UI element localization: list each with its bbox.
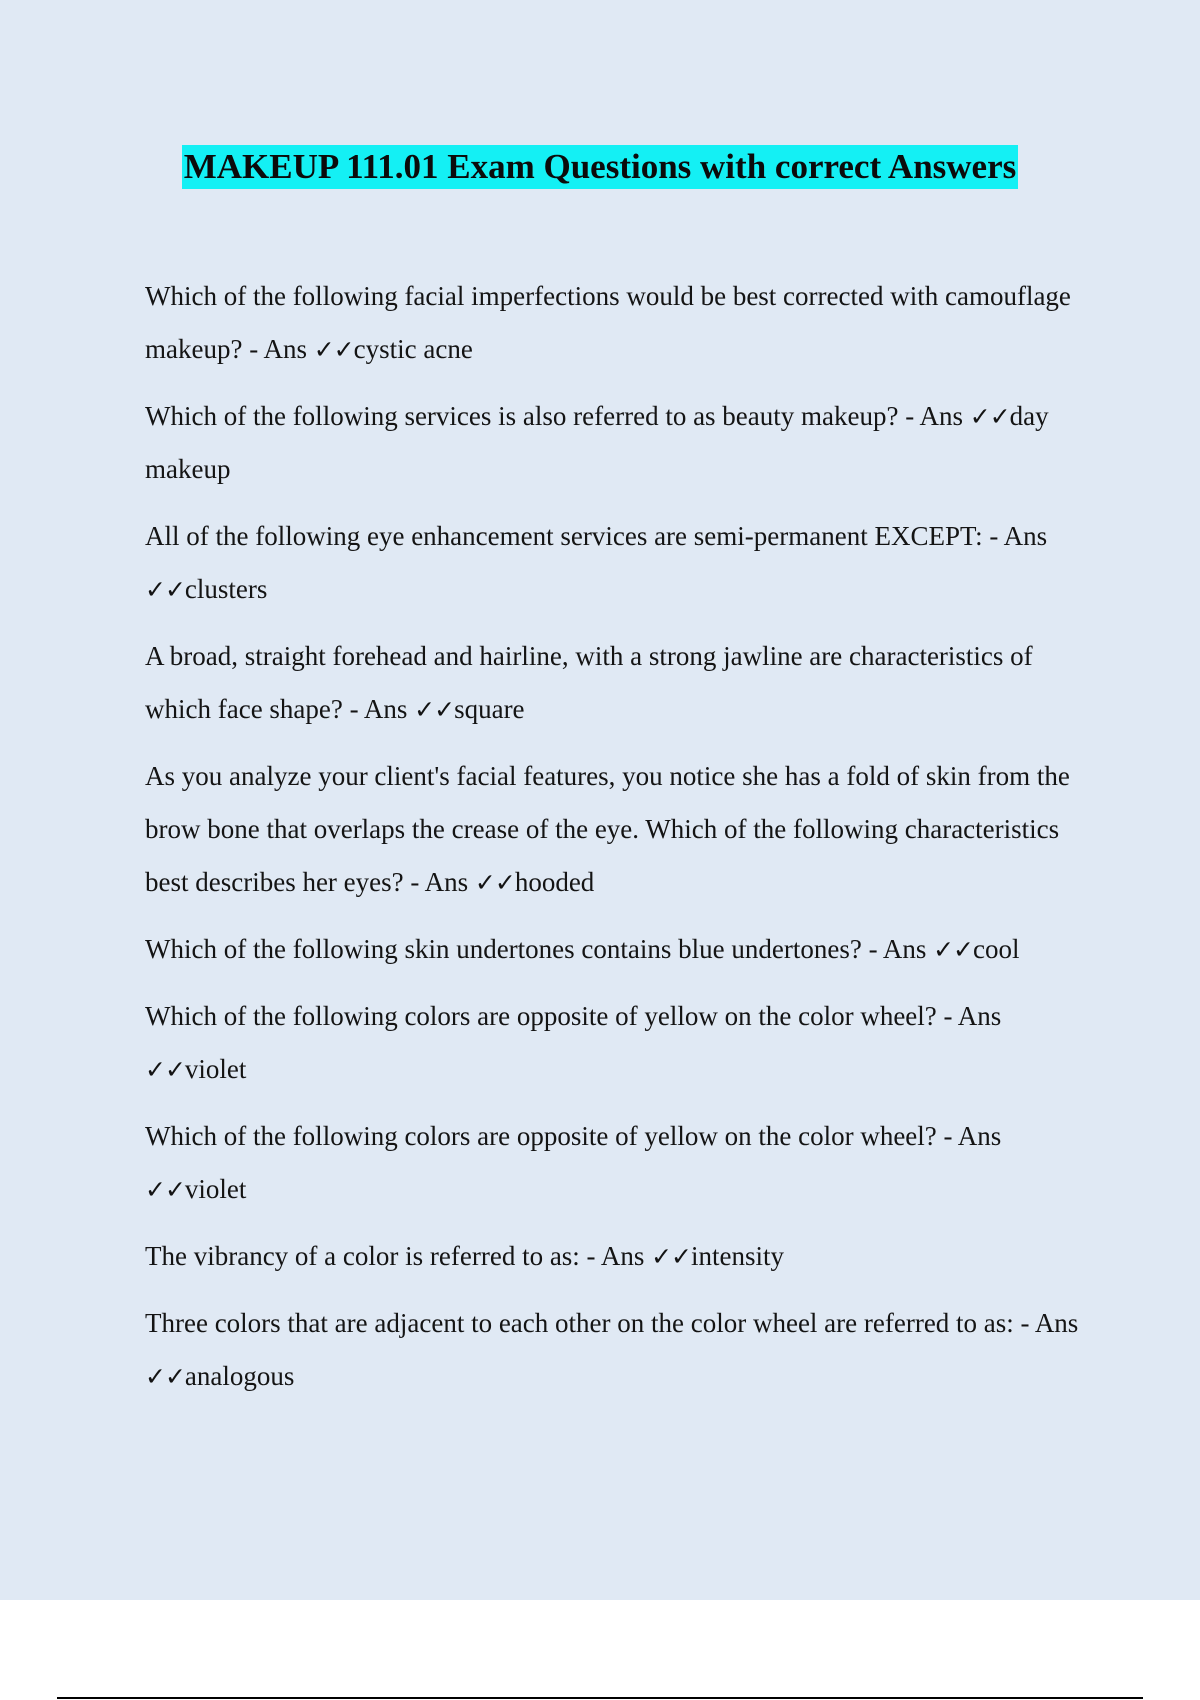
- question-text: All of the following eye enhancement services are semi-permanent EXCEPT: -: [145, 521, 999, 551]
- double-check-icon: ✓✓: [145, 1055, 185, 1084]
- answer-text: hooded: [514, 867, 595, 897]
- question-text: Three colors that are adjacent to each other on the color wheel are referred to as: -: [145, 1308, 1030, 1338]
- answer-text: day makeup: [145, 401, 1049, 484]
- double-check-icon: ✓✓: [313, 335, 354, 364]
- qa-item: [145, 990, 1080, 1096]
- qa-item: [145, 270, 1080, 376]
- answer-text: cool: [973, 934, 1020, 964]
- double-check-icon: ✓✓: [145, 1362, 185, 1391]
- question-text: Which of the following colors are opposite of yellow on the color wheel? -: [145, 1121, 953, 1151]
- question-text: Which of the following skin undertones contains blue undertones? -: [145, 934, 878, 964]
- answer-text: violet: [184, 1174, 247, 1204]
- document-title: MAKEUP 111.01 Exam Questions with correct Answers: [182, 145, 1019, 189]
- qa-item: [145, 923, 1080, 976]
- answer-text: analogous: [184, 1361, 295, 1391]
- question-text: As you analyze your client's facial features, you notice she has a fold of skin from the brow bone that overlaps the crease of the eye. Which of the following characteristics best describes her eyes? -: [145, 761, 1070, 897]
- qa-item: [145, 630, 1080, 736]
- double-check-icon: ✓✓: [145, 1175, 185, 1204]
- double-check-icon: ✓✓: [651, 1242, 691, 1271]
- answer-text: violet: [184, 1054, 247, 1084]
- answer-prefix: Ans: [1003, 521, 1048, 551]
- answer-text: cystic acne: [353, 334, 473, 364]
- answer-text: square: [454, 694, 525, 724]
- title-container: [0, 145, 1200, 189]
- double-check-icon: ✓✓: [933, 935, 974, 964]
- footer-divider: [57, 1697, 1143, 1699]
- answer-prefix: Ans: [1034, 1308, 1079, 1338]
- answer-text: intensity: [691, 1241, 784, 1271]
- double-check-icon: ✓✓: [414, 695, 455, 724]
- qa-list: [145, 270, 1080, 1417]
- qa-item: [145, 1297, 1080, 1403]
- double-check-icon: ✓✓: [969, 402, 1010, 431]
- double-check-icon: ✓✓: [145, 575, 185, 604]
- question-text: The vibrancy of a color is referred to as: -: [145, 1241, 596, 1271]
- answer-prefix: Ans: [600, 1241, 645, 1271]
- qa-item: [145, 750, 1080, 909]
- qa-item: [145, 390, 1080, 496]
- question-text: Which of the following facial imperfections would be best corrected with camouflage makeup? -: [145, 281, 1071, 364]
- qa-item: [145, 510, 1080, 616]
- answer-prefix: Ans: [882, 934, 927, 964]
- answer-prefix: Ans: [919, 401, 964, 431]
- question-text: Which of the following services is also referred to as beauty makeup? -: [145, 401, 915, 431]
- answer-prefix: Ans: [263, 334, 307, 364]
- question-text: A broad, straight forehead and hairline, with a strong jawline are characteristics of which face shape? -: [145, 641, 1033, 724]
- qa-item: [145, 1110, 1080, 1216]
- answer-prefix: Ans: [363, 694, 408, 724]
- double-check-icon: ✓✓: [474, 868, 515, 897]
- answer-prefix: Ans: [424, 867, 469, 897]
- answer-prefix: Ans: [957, 1121, 1002, 1151]
- question-text: Which of the following colors are opposite of yellow on the color wheel? -: [145, 1001, 953, 1031]
- qa-item: [145, 1230, 1080, 1283]
- answer-text: clusters: [184, 574, 268, 604]
- answer-prefix: Ans: [957, 1001, 1002, 1031]
